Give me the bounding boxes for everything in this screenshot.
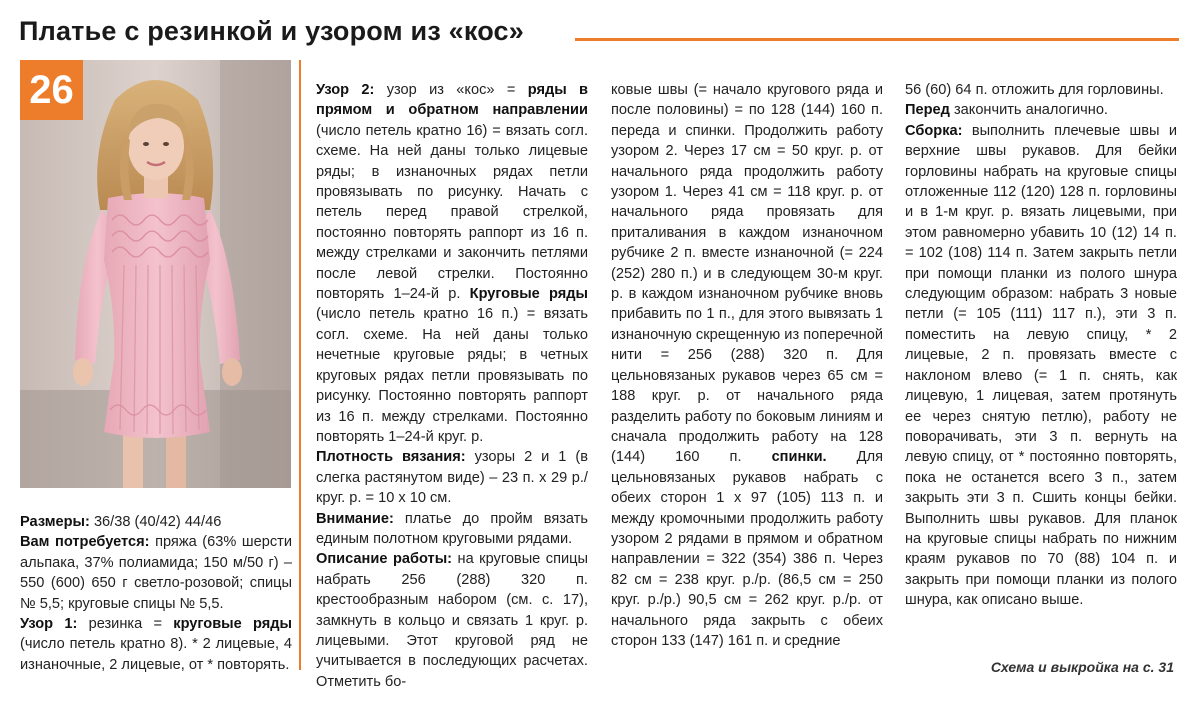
neckline-paragraph (905, 80, 1177, 100)
assembly-paragraph (905, 121, 1177, 611)
assembly-text: выполнить плечевые швы и верхние швы рукавов. Для бейки горловины набрать на круговые спицы отложенные 112 (120) 128 п. горловины и в 1-м круг. р. вязать лицевыми, при этом равномерно убавить 10 (12) 14 п. = 102 (108) 114 п. Затем закрыть петли при помощи планки из полого шнура следующим образом: набрать 3 новые петли (= 105 (111) 117 п.), эти 3 п. поместить на левую спицу, * 2 лицевые, 2 п. провязать вместе с наклоном влево (= 1 п. снять, как лицевую, 1 лицевая, затем протянуть ее через снятую петлю), работу не поворачивать, эти 3 п. вернуть на левую спицу, от * постоянно повторять, пока не останется всего 3 п., затем закрыть эти 3 п. Сшить концы бейки. Выполнить швы рукавов. Для планок на круговые спицы набрать по нижним краям рукавов по 70 (88) 104 п. и закрыть при помощи планки из полого шнура, как описано выше. (905, 122, 1177, 609)
pattern2-paragraph (316, 80, 588, 447)
pattern1-text-a: резинка = (77, 616, 174, 633)
attention-text: платье до пройм вязать единым полотном круговыми рядами. (316, 510, 588, 547)
description-text: на круговые спицы набрать 256 (288) 320 п. крестообразным набором (см. с. 17), замкнуть в кольцо и связать 1 круг. р. лицевыми. Этот круговой ряд не учитывается в последующих расчетах. Отметить бо- (316, 551, 588, 690)
materials-label: Вам потребуется: (20, 534, 150, 551)
scheme-page-reference: Схема и выкройка на с. 31 (990, 659, 1174, 675)
back-label: спинки. (771, 449, 827, 466)
sizes-text: 36/38 (40/42) 44/46 (89, 514, 222, 530)
sizes-label: Размеры: (20, 514, 90, 530)
column-materials (20, 512, 292, 675)
density-label: Плотность вязания: (316, 449, 466, 466)
pattern2-label: Узор 2: (316, 82, 375, 98)
sizes-paragraph (20, 512, 292, 532)
materials-paragraph (20, 532, 292, 614)
work-text-b: Для цельновязаных рукавов набрать с обеих сторон 1 x 97 (105) 113 п. и между кромочными продолжить работу узором 2 рядами в прямом и обратном направлении = 322 (354) 386 п. Через 82 см = 238 круг. р./р. (86,5 см = 250 круг. р./р.) 90,5 см = 262 круг. р./р. от начального ряда закрыть с обеих сторон 133 (147) 161 п. и средние (611, 449, 883, 649)
pattern-number-badge: 26 (20, 60, 83, 120)
work-text-a: ковые швы (= начало кругового ряда и после половины) = по 128 (144) 160 п. переда и спинки. Продолжить работу узором 2. Через 17 см = 50 круг. р. от начального ряда продолжить работу узором 1. Через 41 см = 118 круг. р. от начального ряда провязать для приталивания в каждом изнаночном рубчике 2 п. вместе изнаночной (= 224 (252) 280 п.) и в следующем 30-м круг. р. в каждом изнаночном рубчике вновь прибавить по 1 п., для этого вывязать 1 изнаночную скрещенную из поперечной нити = 256 (288) 320 п. Для цельновязаных рукавов через 65 см = 188 круг. р. от начального ряда разделить работу по боковым линиям и сначала продолжить работу на 128 (144) 160 п. (611, 82, 883, 466)
pattern2-bold-b: Круговые ряды (469, 286, 588, 303)
pattern2-text-a: узор из «кос» = (374, 82, 528, 98)
front-paragraph (905, 100, 1177, 120)
column-pattern2 (316, 80, 588, 692)
attention-label: Внимание: (316, 510, 394, 527)
pattern2-bold-a: ряды в прямом и обратном направлении (316, 82, 588, 119)
pattern1-label: Узор 1: (20, 616, 78, 633)
attention-paragraph (316, 509, 588, 550)
assembly-label: Сборка: (905, 122, 963, 139)
page-title: Платье с резинкой и узором из «кос» (19, 16, 524, 46)
front-text: закончить аналогично. (949, 102, 1108, 119)
title-underline (575, 38, 1179, 41)
work-paragraph (611, 80, 883, 651)
column-assembly (905, 80, 1177, 611)
dress-model-photo (20, 60, 291, 488)
column-work-continued (611, 80, 883, 651)
pattern1-paragraph (20, 614, 292, 675)
description-paragraph (316, 549, 588, 692)
pattern2-text-c: (число петель кратно 16 п.) = вязать согл. схеме. На ней даны только нечетные круговые ряды; в четных круговых рядах петли провязывать по рисунку. Постоянно повторять раппорт из 16 п. между стрелками. Постоянно повторять 1–24-й круг. р. (316, 306, 588, 445)
description-label: Описание работы: (316, 551, 453, 568)
column-divider (299, 60, 301, 670)
neckline-text: 56 (60) 64 п. отложить для горловины. (905, 82, 1164, 98)
materials-text: пряжа (63% шерсти альпака, 37% полиамида; 150 м/50 г) – 550 (600) 650 г светло-розовой; спицы № 5,5; круговые спицы № 5,5. (20, 534, 292, 612)
density-paragraph (316, 447, 588, 508)
pattern2-text-b: (число петель кратно 16) = вязать согл. схеме. На ней даны только лицевые ряды; в изнаночных рядах петли провязывать по рисунку. Начать с петель перед правой стрелкой, постоянно повторять раппорт из 16 п. между стрелками и закончить петлями после левой стрелки. Постоянно повторять 1–24-й р. (316, 122, 588, 303)
pattern1-text-b: (число петель кратно 8). * 2 лицевые, 4 изнаночные, 2 лицевые, от * повторять. (20, 636, 292, 673)
pattern1-bold: круговые ряды (173, 616, 292, 633)
front-label: Перед (905, 102, 950, 119)
density-text: узоры 2 и 1 (в слегка растянутом виде) – 23 п. x 29 р./круг. р. = 10 x 10 см. (316, 449, 588, 507)
